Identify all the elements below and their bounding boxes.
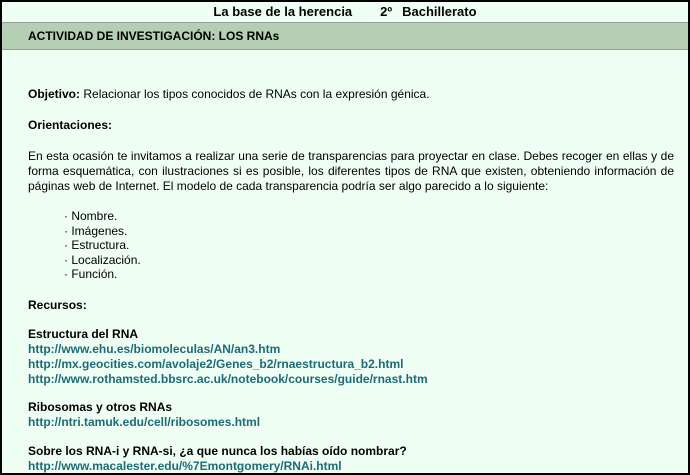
list-item: · Estructura. — [64, 238, 141, 253]
orientaciones-heading: Orientaciones: — [28, 118, 113, 132]
grade-label: Bachillerato — [402, 4, 477, 19]
objective-text: Relacionar los tipos conocidos de RNAs con la expresión génica. — [80, 87, 430, 101]
list-item: · Nombre. — [64, 209, 141, 224]
section-title-estructura: Estructura del RNA — [28, 327, 139, 341]
top-title-bar — [2, 2, 688, 23]
resource-link[interactable]: http://www.macalester.edu/%7Emontgomery/RNAi.html — [28, 459, 342, 473]
recursos-heading: Recursos: — [28, 298, 87, 312]
grade-number: 2º — [380, 4, 393, 19]
objective-label: Objetivo: — [28, 87, 81, 101]
objective-line — [28, 87, 430, 101]
section-title-rnai: Sobre los RNA-i y RNA-si, ¿a que nunca los habías oído nombrar? — [28, 444, 407, 458]
list-item: · Función. — [64, 267, 141, 282]
resource-link[interactable]: http://ntri.tamuk.edu/cell/ribosomes.html — [28, 415, 261, 429]
instructions-paragraph: En esta ocasión te invitamos a realizar una serie de transparencias para proyectar en clase. Debes recoger en ellas y de forma esquemática, con ilustraciones si es posible, los diferentes tipos de RNA que existen, obteniendo información de páginas web de Internet. El modelo de cada transparencia podría ser algo parecido a lo siguiente: — [28, 149, 674, 193]
activity-title: ACTIVIDAD DE INVESTIGACIÓN: LOS RNAs — [28, 29, 280, 43]
resource-link[interactable]: http://www.ehu.es/biomoleculas/AN/an3.htm — [28, 342, 281, 356]
course-title: La base de la herencia — [213, 4, 353, 19]
list-item: · Localización. — [64, 253, 141, 268]
resource-link[interactable]: http://www.rothamsted.bbsrc.ac.uk/notebook/courses/guide/rnast.htm — [28, 372, 428, 386]
resource-link[interactable]: http://mx.geocities.com/avolaje2/Genes_b2/rnaestructura_b2.html — [28, 357, 404, 371]
activity-header — [2, 23, 688, 50]
section-title-ribosomas: Ribosomas y otros RNAs — [28, 400, 173, 414]
list-item: · Imágenes. — [64, 224, 141, 239]
transparency-fields-list — [64, 209, 141, 282]
